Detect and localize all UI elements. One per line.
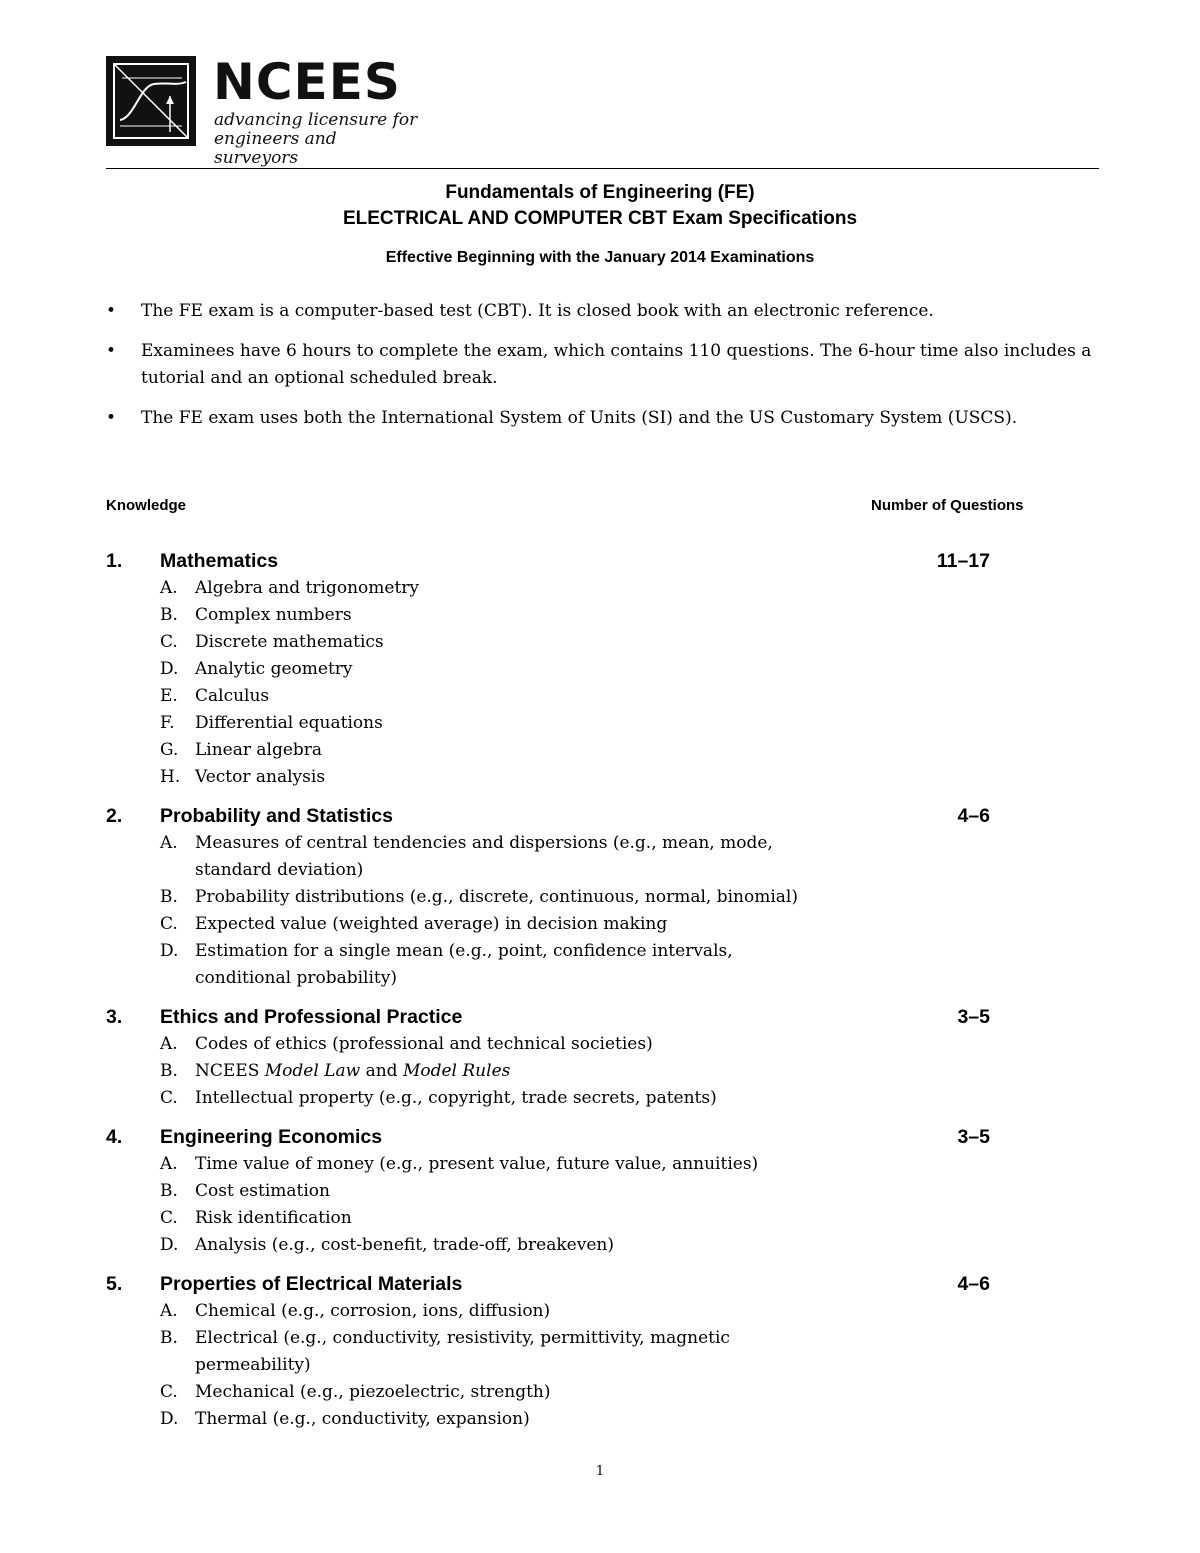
logo-tagline [214, 111, 426, 168]
topic-item [106, 1205, 815, 1232]
knowledge-section [106, 1004, 1006, 1112]
topic-item [106, 602, 815, 629]
topic-item [106, 1151, 815, 1178]
section-topic-list [106, 1298, 1006, 1433]
exam-info-list [106, 298, 1106, 445]
topic-item [106, 710, 815, 737]
logo-wordmark: NCEES [213, 53, 401, 111]
topic-text: Probability distributions (e.g., discrete, continuous, normal, binomial) [195, 887, 799, 907]
section-heading [106, 803, 1006, 830]
topic-text: Codes of ethics (professional and technical societies) [195, 1034, 653, 1054]
bullet-icon: • [106, 341, 117, 361]
topic-letter: C. [160, 632, 178, 652]
topic-item [106, 1058, 815, 1085]
exam-info-item [106, 298, 1106, 325]
exam-info-text: The FE exam uses both the International System of Units (SI) and the US Customary System (USCS). [141, 408, 1018, 428]
section-topic-list [106, 1151, 1006, 1259]
topic-item [106, 1232, 815, 1259]
topic-item [106, 911, 815, 938]
topic-letter: D. [160, 1409, 179, 1429]
topic-text: Calculus [195, 686, 270, 706]
topic-item [106, 1406, 815, 1433]
section-title: Mathematics [160, 550, 279, 572]
knowledge-section [106, 1271, 1006, 1433]
section-question-count: 11–17 [936, 550, 990, 572]
section-question-count: 4–6 [957, 1273, 990, 1295]
section-number: 4. [106, 1126, 123, 1148]
section-heading [106, 1004, 1006, 1031]
topic-text: Time value of money (e.g., present value, future value, annuities) [195, 1154, 759, 1174]
topic-letter: D. [160, 1235, 179, 1255]
topic-item [106, 683, 815, 710]
section-number: 5. [106, 1273, 123, 1295]
topic-letter: G. [160, 740, 179, 760]
topic-item [106, 575, 815, 602]
topic-item [106, 830, 815, 884]
topic-text: Complex numbers [195, 605, 352, 625]
topic-item [106, 1298, 815, 1325]
exam-info-text: The FE exam is a computer-based test (CBT). It is closed book with an electronic reference. [141, 301, 934, 321]
topic-text: Electrical (e.g., conductivity, resistivity, permittivity, magnetic permeability) [195, 1328, 730, 1375]
topic-letter: A. [160, 1154, 178, 1174]
section-heading [106, 1124, 1006, 1151]
section-title: Ethics and Professional Practice [160, 1006, 463, 1028]
exam-info-item [106, 405, 1106, 432]
section-question-count: 3–5 [957, 1006, 990, 1028]
topic-item [106, 1178, 815, 1205]
topic-letter: H. [160, 767, 181, 787]
topic-letter: D. [160, 941, 179, 961]
section-title: Engineering Economics [160, 1126, 383, 1148]
topic-letter: A. [160, 1301, 178, 1321]
document-title: Fundamentals of Engineering (FE) [445, 182, 755, 203]
topic-item [106, 629, 815, 656]
section-title: Properties of Electrical Materials [160, 1273, 463, 1295]
document-subtitle: ELECTRICAL AND COMPUTER CBT Exam Specifications [342, 208, 858, 229]
topic-letter: F. [160, 713, 175, 733]
topic-text: and [360, 1061, 403, 1081]
topic-text: NCEES [195, 1061, 265, 1081]
topic-letter: C. [160, 914, 178, 934]
topic-letter: E. [160, 686, 178, 706]
section-heading [106, 548, 1006, 575]
topic-text: Estimation for a single mean (e.g., point, confidence intervals, conditional probability) [195, 941, 733, 988]
topic-text: Mechanical (e.g., piezoelectric, strength) [195, 1382, 551, 1402]
topic-text: Risk identification [195, 1208, 352, 1228]
topic-text: Thermal (e.g., conductivity, expansion) [195, 1409, 530, 1429]
section-number: 1. [106, 550, 123, 572]
topic-letter: B. [160, 605, 178, 625]
ncees-logo-mark-icon [106, 56, 196, 146]
topic-text: Chemical (e.g., corrosion, ions, diffusion) [195, 1301, 551, 1321]
topic-text: Measures of central tendencies and dispersions (e.g., mean, mode, standard deviation) [195, 833, 773, 880]
ncees-logo [106, 53, 426, 168]
section-number: 2. [106, 805, 123, 827]
topic-item [106, 656, 815, 683]
section-topic-list [106, 575, 1006, 791]
section-question-count: 3–5 [957, 1126, 990, 1148]
topic-letter: D. [160, 659, 179, 679]
topic-text-italic: Model Rules [402, 1061, 511, 1081]
column-header-knowledge: Knowledge [106, 497, 187, 514]
knowledge-section [106, 803, 1006, 992]
knowledge-section [106, 1124, 1006, 1259]
topic-text: Analysis (e.g., cost-benefit, trade-off, breakeven) [195, 1235, 614, 1255]
topic-letter: C. [160, 1088, 178, 1108]
section-question-count: 4–6 [957, 805, 990, 827]
section-title: Probability and Statistics [160, 805, 393, 827]
section-topic-list [106, 1031, 1006, 1112]
topic-text: Vector analysis [195, 767, 326, 787]
bullet-icon: • [106, 301, 117, 321]
topic-text-italic: Model Law [264, 1061, 361, 1081]
topic-letter: C. [160, 1208, 178, 1228]
topic-item [106, 1085, 815, 1112]
topic-text: Discrete mathematics [195, 632, 384, 652]
knowledge-sections [106, 548, 1006, 1445]
logo-tagline-line2: engineers and surveyors [214, 129, 337, 168]
topic-item [106, 1379, 815, 1406]
topic-text: Expected value (weighted average) in decision making [195, 914, 668, 934]
topic-item [106, 1031, 815, 1058]
topic-letter: C. [160, 1382, 178, 1402]
topic-letter: B. [160, 887, 178, 907]
section-number: 3. [106, 1006, 123, 1028]
knowledge-section [106, 548, 1006, 791]
topic-letter: B. [160, 1328, 178, 1348]
topic-item [106, 764, 815, 791]
effective-date-note: Effective Beginning with the January 2014 Examinations [385, 249, 815, 266]
topic-text: Linear algebra [195, 740, 323, 760]
logo-tagline-line1: advancing licensure for [214, 110, 418, 130]
section-heading [106, 1271, 1006, 1298]
topic-letter: B. [160, 1181, 178, 1201]
header-divider [106, 168, 1099, 169]
topic-item [106, 737, 815, 764]
topic-item [106, 884, 815, 911]
topic-text: Analytic geometry [195, 659, 353, 679]
column-header-questions: Number of Questions [871, 497, 1024, 514]
page-number: 1 [595, 1464, 605, 1479]
topic-text: Cost estimation [195, 1181, 330, 1201]
topic-letter: A. [160, 1034, 178, 1054]
topic-letter: A. [160, 578, 178, 598]
topic-letter: A. [160, 833, 178, 853]
topic-letter: B. [160, 1061, 178, 1081]
topic-text: Intellectual property (e.g., copyright, trade secrets, patents) [195, 1088, 717, 1108]
exam-info-text: Examinees have 6 hours to complete the exam, which contains 110 questions. The 6-hour time also includes a tutorial and an optional scheduled break. [141, 341, 1092, 388]
topic-text: Differential equations [195, 713, 383, 733]
topic-text: Algebra and trigonometry [195, 578, 420, 598]
exam-info-item [106, 338, 1106, 392]
topic-item [106, 938, 815, 992]
topic-item [106, 1325, 815, 1379]
section-topic-list [106, 830, 1006, 992]
bullet-icon: • [106, 408, 117, 428]
